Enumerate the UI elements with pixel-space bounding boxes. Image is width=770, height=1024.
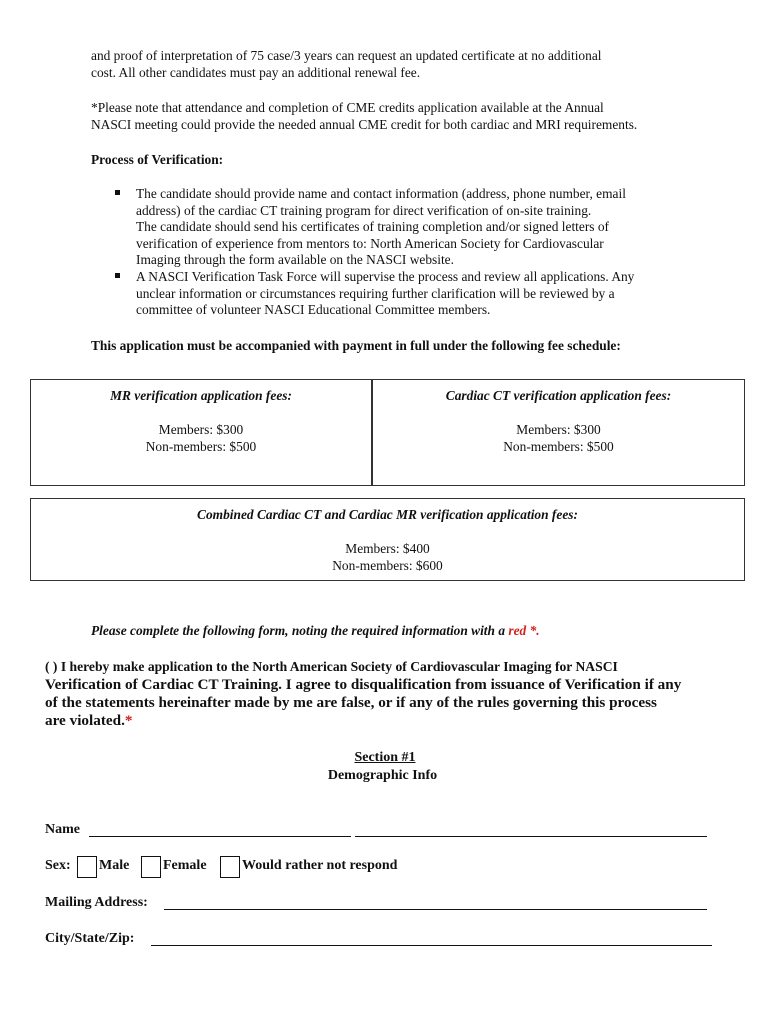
bullet1-line-3: The candidate should send his certificates of training completion and/or signed letters of (136, 219, 609, 234)
section-subtitle: Demographic Info (327, 768, 438, 783)
bullet2-line-3: committee of volunteer NASCI Educational Committee members. (136, 302, 491, 317)
combined-members-fee: Members: $400 (345, 541, 430, 556)
male-checkbox[interactable] (77, 856, 97, 878)
application-line-3: of the statements hereinafter made by me are false, or if any of the rules governing this process (45, 694, 657, 711)
process-heading: Process of Verification: (91, 152, 224, 167)
ct-members-fee: Members: $300 (516, 422, 601, 437)
prefer-not-respond-label: Would rather not respond (242, 858, 398, 873)
last-name-field[interactable] (355, 836, 707, 837)
bullet-square-icon (115, 273, 120, 278)
cme-note-line-1: *Please note that attendance and completion of CME credits application available at the Annual (91, 100, 604, 115)
application-line-4-text: are violated. (45, 712, 125, 729)
first-name-field[interactable] (89, 836, 351, 837)
female-checkbox[interactable] (141, 856, 161, 878)
mr-nonmembers-fee: Non-members: $500 (145, 439, 257, 454)
required-marker-legend: red *. (508, 623, 540, 638)
female-option-label: Female (163, 858, 207, 873)
cme-note-line-2: NASCI meeting could provide the needed annual CME credit for both cardiac and MRI requirements. (91, 117, 638, 132)
bullet1-line-1: The candidate should provide name and contact information (address, phone number, email (136, 186, 626, 201)
bullet2-line-1: A NASCI Verification Task Force will supervise the process and review all applications. Any (136, 269, 635, 284)
bullet-square-icon (115, 190, 120, 195)
intro-line-1: and proof of interpretation of 75 case/3 years can request an updated certificate at no additional (91, 48, 602, 63)
application-line-2: Verification of Cardiac CT Training. I agree to disqualification from issuance of Verification if any (45, 676, 682, 693)
city-state-zip-label: City/State/Zip: (45, 931, 135, 946)
bullet1-line-4: verification of experience from mentors to: North American Society for Cardiovascular (136, 236, 604, 251)
mailing-address-field[interactable] (164, 909, 707, 910)
form-instruction (91, 622, 540, 639)
name-label: Name (45, 822, 80, 837)
form-instruction-text: Please complete the following form, noting the required information with a (91, 623, 509, 638)
application-line-1: ( ) I hereby make application to the North American Society of Cardiovascular Imaging for NASCI (45, 659, 618, 674)
bullet1-line-2: address) of the cardiac CT training program for direct verification of on-site training. (136, 203, 592, 218)
prefer-not-respond-checkbox[interactable] (220, 856, 240, 878)
bullet2-line-2: unclear information or circumstances requiring further clarification will be reviewed by a (136, 286, 615, 301)
mr-members-fee: Members: $300 (158, 422, 244, 437)
mr-fee-title: MR verification application fees: (110, 388, 292, 403)
bullet1-line-5: Imaging through the form available on the NASCI website. (136, 252, 454, 267)
application-line-4 (45, 712, 132, 731)
male-option-label: Male (99, 858, 130, 873)
fee-schedule-intro: This application must be accompanied with payment in full under the following fee schedule: (91, 338, 621, 353)
intro-line-2: cost. All other candidates must pay an additional renewal fee. (91, 65, 421, 80)
ct-fee-box (372, 379, 745, 486)
sex-label: Sex: (45, 858, 71, 873)
ct-fee-title: Cardiac CT verification application fees: (445, 388, 672, 403)
section-title (0, 749, 770, 768)
ct-nonmembers-fee: Non-members: $500 (503, 439, 614, 454)
section-number: Section #1 (354, 750, 416, 765)
combined-nonmembers-fee: Non-members: $600 (332, 558, 443, 573)
mailing-address-label: Mailing Address: (45, 895, 148, 910)
combined-fee-box (30, 498, 745, 581)
required-asterisk: * (124, 712, 133, 729)
combined-fee-title: Combined Cardiac CT and Cardiac MR verification application fees: (197, 507, 578, 522)
city-state-zip-field[interactable] (151, 945, 712, 946)
mr-fee-box (30, 379, 372, 486)
